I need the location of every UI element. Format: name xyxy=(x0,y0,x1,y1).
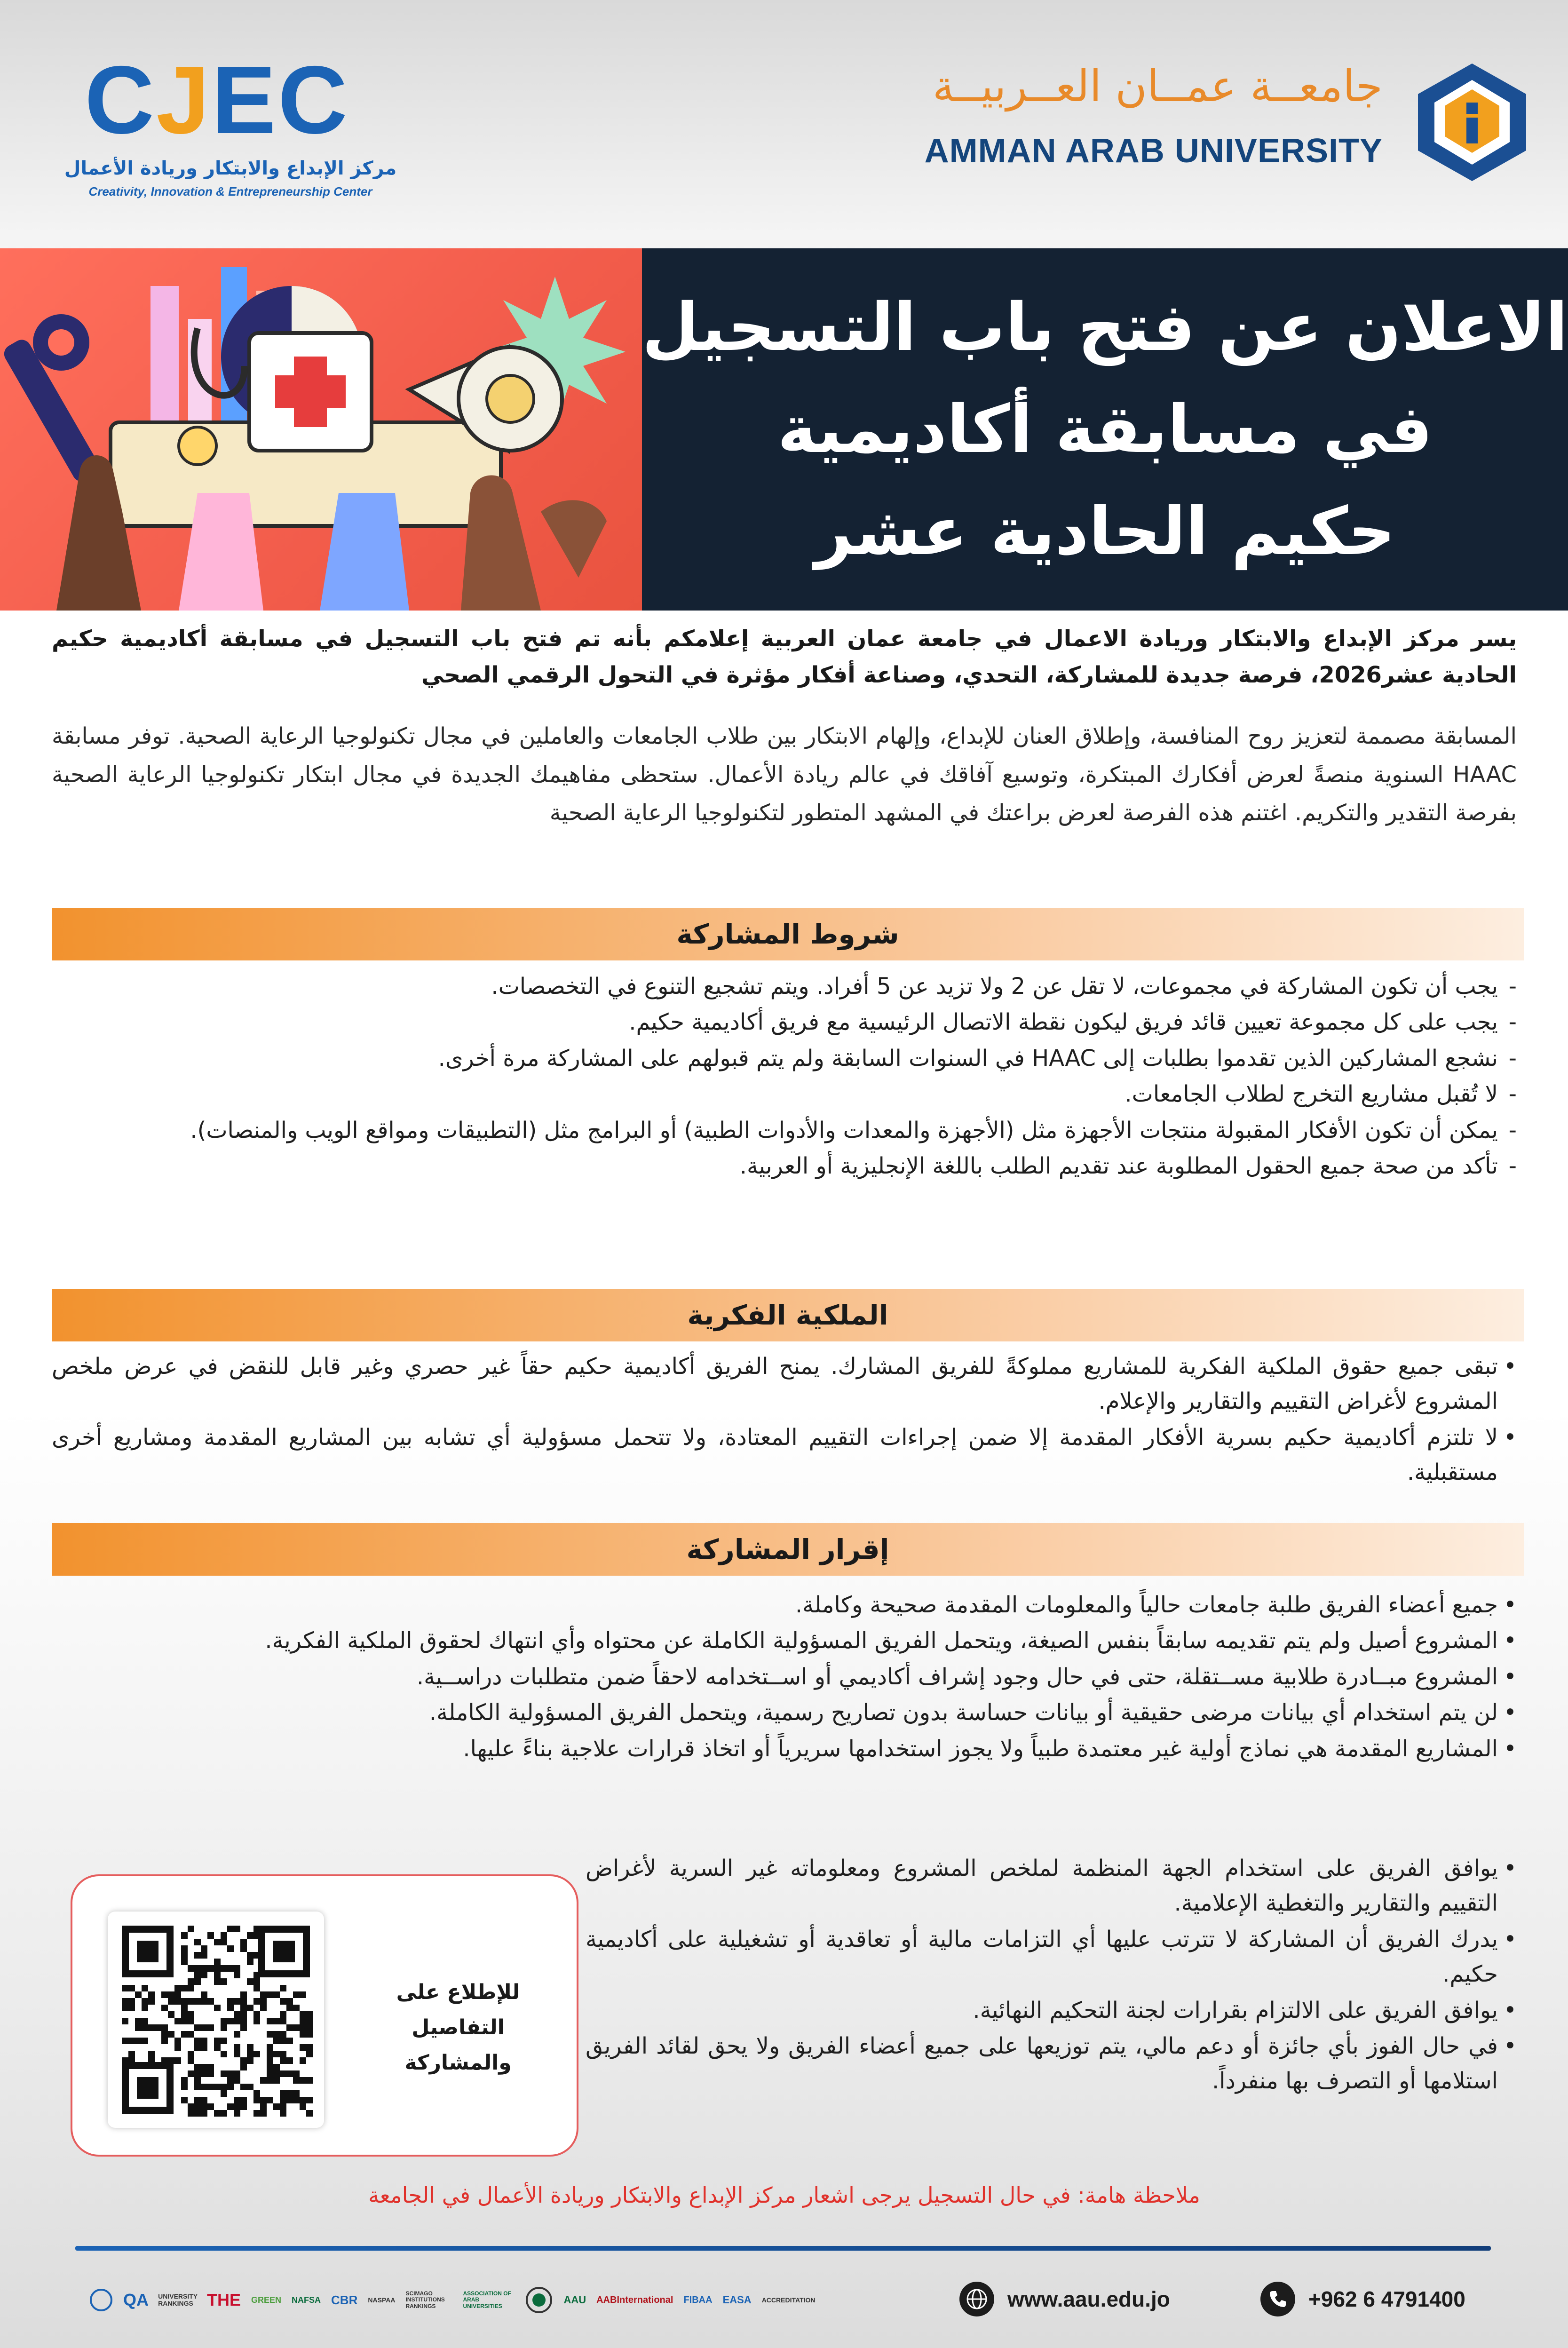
center-logo-arabic: مركز الإبداع والابتكار وريادة الأعمال xyxy=(64,158,397,179)
list-item: • المشاريع المقدمة هي نماذج أولية غير معتمدة طبياً ولا يجوز استخدامها سريرياً أو اتخاذ قرارات علاجية بناءً عليها. xyxy=(52,1731,1517,1766)
university-logo xyxy=(908,61,1528,183)
declaration-title: إقرار المشاركة xyxy=(686,1533,889,1565)
qr-caption-line-1: للإطلاع على xyxy=(396,1980,520,2004)
accreditation-logo xyxy=(525,2286,553,2314)
globe-icon xyxy=(959,2282,994,2316)
qr-code-card[interactable] xyxy=(71,1874,578,2157)
university-emblem-icon xyxy=(1416,61,1528,183)
title-line-1: الاعلان عن فتح باب التسجيل xyxy=(642,289,1568,366)
list-item: - يجب على كل مجموعة تعيين قائد فريق ليكون نقطة الاتصال الرئيسية مع فريق أكاديمية حكيم. xyxy=(52,1005,1517,1039)
list-item: - لا تُقبل مشاريع التخرج لطلاب الجامعات. xyxy=(52,1077,1517,1111)
accreditation-logo: ASSOCIATION OF ARAB UNIVERSITIES xyxy=(463,2290,511,2309)
list-item: • المشروع مبــادرة طلابية مســتقلة، حتى في حال وجود إشراف أكاديمي أو اســتخدامه لاحقاً ضمن متطلبات دراســية. xyxy=(52,1659,1517,1694)
list-item: • يوافق الفريق على الالتزام بقرارات لجنة التحكيم النهائية. xyxy=(586,1993,1517,2028)
accreditation-logo: NAFSA xyxy=(292,2295,321,2305)
accreditation-logo: ACCREDITATION xyxy=(761,2296,816,2304)
accreditation-logo xyxy=(89,2286,113,2314)
ip-header xyxy=(52,1289,1524,1341)
list-item: - يجب أن تكون المشاركة في مجموعات، لا تقل عن 2 ولا تزيد عن 5 أفراد. ويتم تشجيع التنوع في التخصصات. xyxy=(52,969,1517,1004)
ip-title: الملكية الفكرية xyxy=(687,1299,888,1331)
accreditation-logo: UNIVERSITY RANKINGS xyxy=(158,2292,198,2307)
intro-paragraph: يسر مركز الإبداع والابتكار وريادة الاعمال في جامعة عمان العربية إعلامكم بأنه تم فتح باب التسجيل في مسابقة أكاديمية حكيم الحادية عشر2026، فرصة جديدة للمشاركة، التحدي، وصناعة أفكار مؤثرة في التحول الرقمي الصحي xyxy=(52,626,1517,688)
banner-illustration xyxy=(0,248,642,611)
conditions-header xyxy=(52,908,1524,960)
list-item: • تبقى جميع حقوق الملكية الفكرية للمشاريع مملوكةً للفريق المشارك. يمنح الفريق أكاديمية حكيم حقاً غير حصري وغير قابل للنقض في عرض ملخص المشروع لأغراض التقييم والتقارير والإعلام. xyxy=(52,1349,1517,1419)
list-item: • جميع أعضاء الفريق طلبة جامعات حالياً والمعلومات المقدمة صحيحة وكاملة. xyxy=(52,1587,1517,1622)
accreditation-logos xyxy=(89,2279,889,2321)
declaration-list-continued xyxy=(586,1851,1517,2100)
conditions-title: شروط المشاركة xyxy=(676,918,899,950)
list-item: • لا تلتزم أكاديمية حكيم بسرية الأفكار المقدمة إلا ضمن إجراءات التقييم المعتادة، ولا تتحمل مسؤولية أي تشابه بين المشاريع المقدمة ومشاريع أخرى مستقبلية. xyxy=(52,1420,1517,1490)
title-line-3: حكيم الحادية عشر xyxy=(814,493,1396,570)
website-link[interactable]: www.aau.edu.jo xyxy=(1007,2287,1170,2311)
qr-code-image xyxy=(108,1912,324,2128)
announcement-title xyxy=(642,277,1568,583)
accreditation-logo: EASA xyxy=(722,2294,752,2306)
accreditation-logo: CBR xyxy=(331,2292,358,2307)
list-item: • يوافق الفريق على استخدام الجهة المنظمة لملخص المشروع ومعلوماته غير السرية لأغراض التقييم والتقارير والتغطية الإعلامية. xyxy=(586,1851,1517,1921)
center-logo xyxy=(52,46,409,198)
phone-contact[interactable] xyxy=(1260,2276,1465,2323)
healthcare-tools-illustration xyxy=(0,248,642,611)
declaration-list xyxy=(52,1587,1517,1767)
announcement-title-panel xyxy=(642,248,1568,611)
list-item: - يمكن أن تكون الأفكار المقبولة منتجات الأجهزة مثل (الأجهزة والمعدات والأدوات الطبية) أو البرامج مثل (التطبيقات ومواقع الويب والمنصات). xyxy=(52,1113,1517,1148)
list-item: • المشروع أصيل ولم يتم تقديمه سابقاً بنفس الصيغة، ويتحمل الفريق المسؤولية الكاملة عن محتواه وأي انتهاك لحقوق الملكية الفكرية. xyxy=(52,1623,1517,1658)
list-item: • يدرك الفريق أن المشاركة لا تترتب عليها أي التزامات مالية أو تعاقدية أو تشغيلية على أكاديمية حكيم. xyxy=(586,1922,1517,1992)
accreditation-logo: QA xyxy=(123,2290,149,2309)
phone-number[interactable]: +962 6 4791400 xyxy=(1308,2287,1465,2311)
conditions-list xyxy=(52,969,1517,1184)
footer-divider xyxy=(75,2246,1491,2251)
description-paragraph: المسابقة مصممة لتعزيز روح المنافسة، وإطلاق العنان للإبداع، وإلهام الابتكار بين طلاب الجامعات والعاملين في مجال تكنولوجيا الرعاية الصحية. توفر مسابقة HAAC السنوية منصةً لعرض أفكارك المبتكرة، وتوسيع آفاقك في عالم ريادة الأعمال. ستحظى مفاهيمك الجديدة في مجال ابتكار تكنولوجيا الرعاية الصحية بفرصة التقدير والتكريم. اغتنم هذه الفرصة لعرض براعتك في المشهد المتطور لتكنولوجيا الرعاية الصحية xyxy=(52,723,1517,826)
list-item: - نشجع المشاركين الذين تقدموا بطلبات إلى HAAC في السنوات السابقة ولم يتم قبولهم على المشاركة مرة أخرى. xyxy=(52,1041,1517,1076)
phone-icon xyxy=(1260,2282,1295,2316)
list-item: • لن يتم استخدام أي بيانات مرضى حقيقية أو بيانات حساسة بدون تصاريح رسمية، ويتحمل الفريق المسؤولية الكاملة. xyxy=(52,1695,1517,1730)
list-item: • في حال الفوز بأي جائزة أو دعم مالي، يتم توزيعها على جميع أعضاء الفريق ولا يحق لقائد الفريق استلامها أو التصرف بها منفرداً. xyxy=(586,2029,1517,2099)
accreditation-logo: NASPAA xyxy=(368,2296,396,2304)
qr-caption xyxy=(364,1975,552,2080)
accreditation-logo: GREEN xyxy=(251,2295,282,2305)
important-note: ملاحظة هامة: في حال التسجيل يرجى اشعار مركز الإبداع والابتكار وريادة الأعمال في الجامعة xyxy=(368,2182,1200,2208)
accreditation-logo: SCIMAGO INSTITUTIONS RANKINGS xyxy=(405,2290,445,2309)
ip-list xyxy=(52,1349,1517,1491)
center-logo-english: Creativity, Innovation & Entrepreneurship Center xyxy=(88,184,372,198)
center-logo-mark: CJEC xyxy=(85,46,349,154)
qr-code[interactable] xyxy=(108,1912,324,2128)
qr-caption-line-2: التفاصيل والمشاركة xyxy=(404,2015,512,2075)
university-name-english: AMMAN ARAB UNIVERSITY xyxy=(924,132,1383,170)
university-name-arabic: جامعــة عمــان العــربيــة xyxy=(932,61,1383,111)
accreditation-logo: AAU xyxy=(563,2294,586,2306)
accreditation-logo: THE xyxy=(207,2290,241,2309)
declaration-header xyxy=(52,1523,1524,1576)
website-contact[interactable] xyxy=(959,2276,1170,2323)
accreditation-logo: FIBAA xyxy=(683,2294,713,2305)
title-line-2: في مسابقة أكاديمية xyxy=(777,391,1433,468)
list-item: - تأكد من صحة جميع الحقول المطلوبة عند تقديم الطلب باللغة الإنجليزية أو العربية. xyxy=(52,1149,1517,1183)
accreditation-logo: AABInternational xyxy=(596,2294,673,2305)
